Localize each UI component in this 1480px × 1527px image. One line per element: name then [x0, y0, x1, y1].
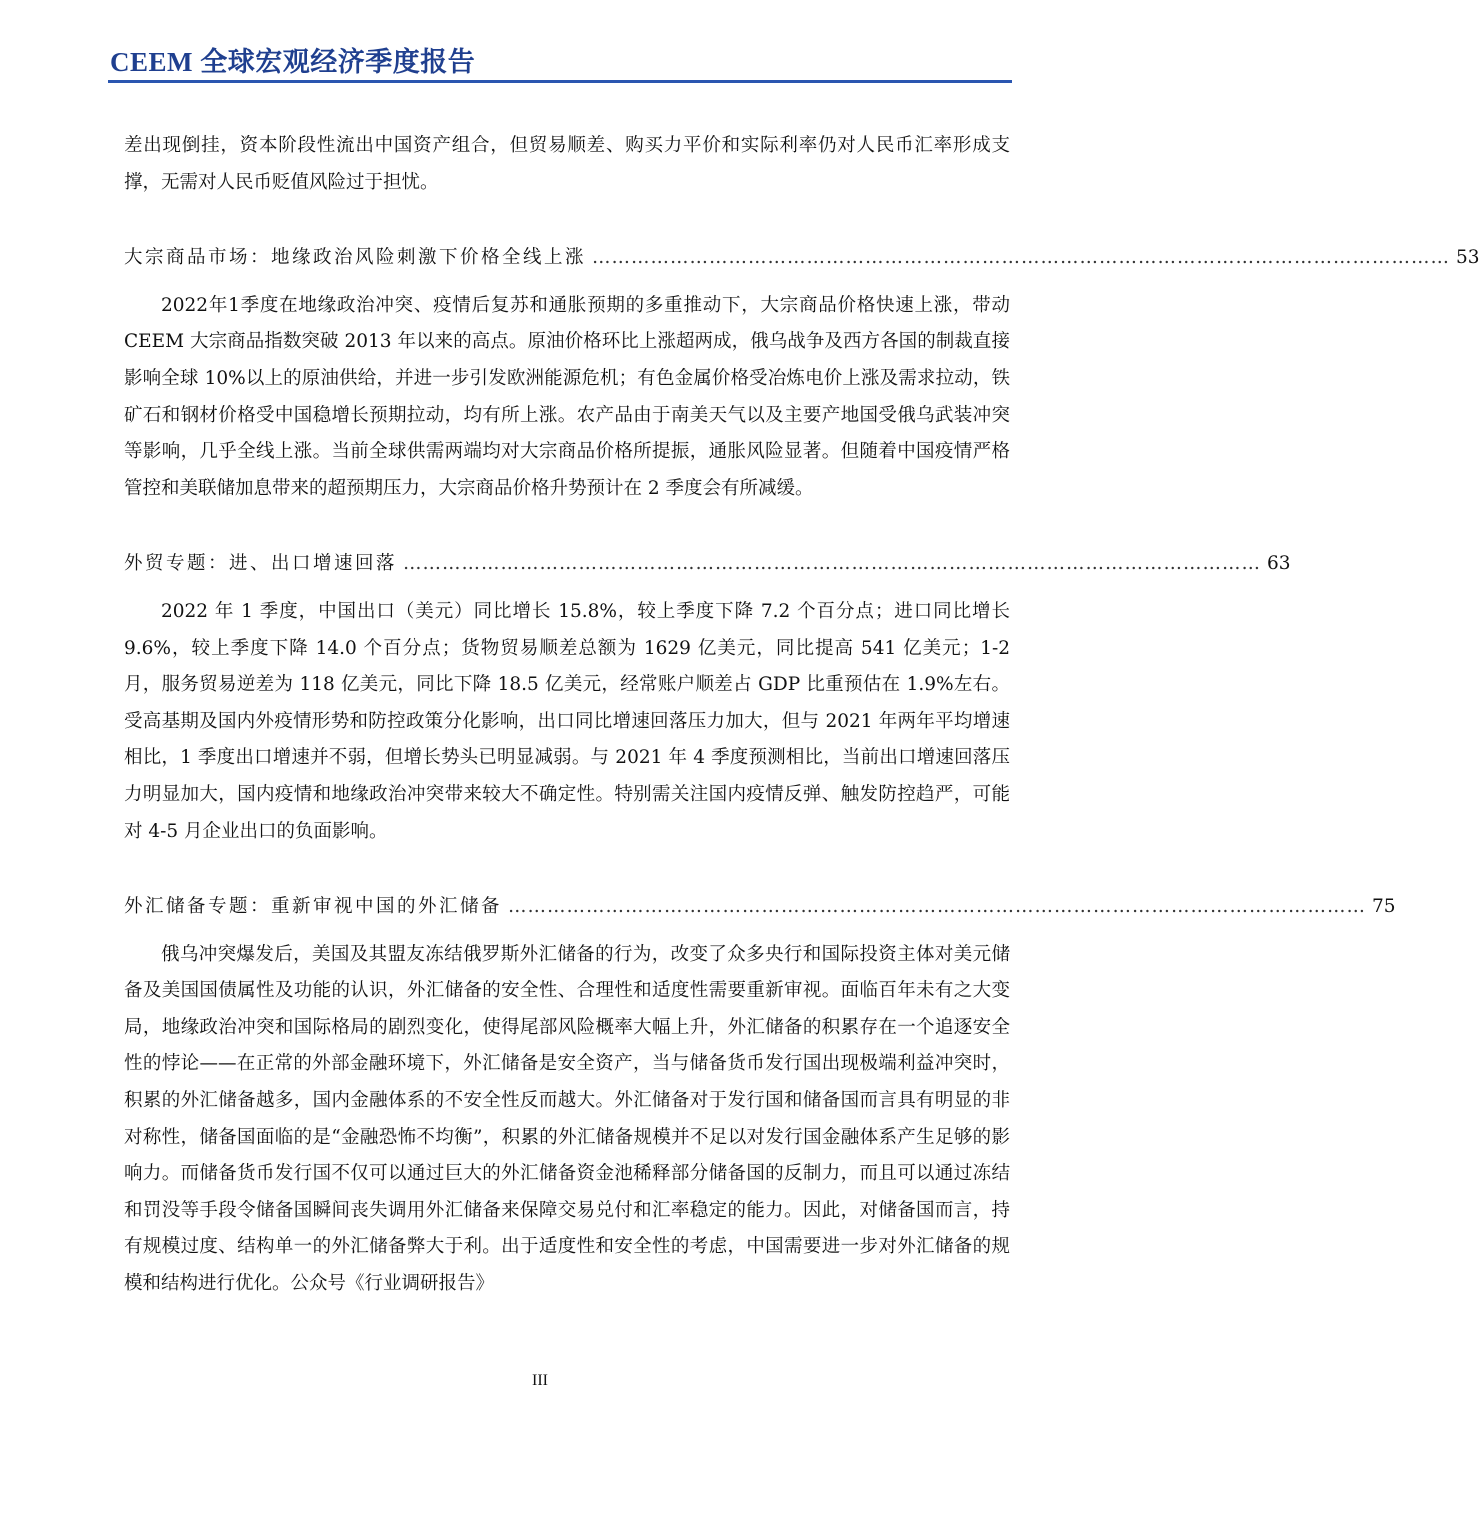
- toc-page-number: 53: [1456, 247, 1480, 269]
- section-summary-commodities: 2022年1季度在地缘政治冲突、疫情后复苏和通胀预期的多重推动下，大宗商品价格快速上涨，带动 CEEM 大宗商品指数突破 2013 年以来的高点。原油价格环比上涨超两成，俄乌战争及西方各国的制裁直接影响全球 10%以上的原油供给，并进一步引发欧洲能源危机；有色金属价格受冶炼电价上涨及需求拉动，铁矿石和钢材价格受中国稳增长预期拉动，均有所上涨。农产品由于南美天气以及主要产地国受俄乌武装冲突等影响，几乎全线上涨。当前全球供需两端均对大宗商品价格所提振，通胀风险显著。但随着中国疫情严格管控和美联储加息带来的超预期压力，大宗商品价格升势预计在 2 季度会有所减缓。: [124, 294, 1010, 499]
- toc-entry-commodities[interactable]: [124, 240, 1480, 277]
- intro-paragraph: 差出现倒挂，资本阶段性流出中国资产组合，但贸易顺差、购买力平价和实际利率仍对人民币汇率形成支撑，无需对人民币贬值风险过于担忧。: [124, 135, 1010, 193]
- toc-leader: ……………………………………………………………………………………………………………………: [508, 896, 1367, 918]
- page-number: III: [532, 1372, 548, 1389]
- toc-title: 外贸专题：进、出口增速回落: [124, 553, 398, 575]
- section-summary-fx-reserves: 俄乌冲突爆发后，美国及其盟友冻结俄罗斯外汇储备的行为，改变了众多央行和国际投资主体对美元储备及美国国债属性及功能的认识，外汇储备的安全性、合理性和适度性需要重新审视。面临百年未有之大变局，地缘政治冲突和国际格局的剧烈变化，使得尾部风险概率大幅上升，外汇储备的积累存在一个追逐安全性的悖论——在正常的外部金融环境下，外汇储备是安全资产，当与储备货币发行国出现极端利益冲突时，积累的外汇储备越多，国内金融体系的不安全性反而越大。外汇储备对于发行国和储备国而言具有明显的非对称性，储备国面临的是“金融恐怖不均衡”，积累的外汇储备规模并不足以对发行国金融体系产生足够的影响力。而储备货币发行国不仅可以通过巨大的外汇储备资金池稀释部分储备国的反制力，而且可以通过冻结和罚没等手段令储备国瞬间丧失调用外汇储备来保障交易兑付和汇率稳定的能力。因此，对储备国而言，持有规模过度、结构单一的外汇储备弊大于利。出于适度性和安全性的考虑，中国需要进一步对外汇储备的规模和结构进行优化。公众号《行业调研报告》: [124, 943, 1010, 1295]
- toc-leader: ……………………………………………………………………………………………………………………: [403, 553, 1262, 575]
- toc-title: 外汇储备专题：重新审视中国的外汇储备: [124, 896, 503, 918]
- toc-page-number: 63: [1267, 553, 1291, 575]
- toc-entry-fx-reserves[interactable]: [124, 889, 1396, 926]
- page-content: [124, 128, 1480, 1303]
- toc-page-number: 75: [1372, 896, 1396, 918]
- toc-title: 大宗商品市场：地缘政治风险刺激下价格全线上涨: [124, 247, 587, 269]
- toc-leader: ……………………………………………………………………………………………………………………: [592, 247, 1451, 269]
- toc-entry-foreign-trade[interactable]: [124, 546, 1291, 583]
- section-summary-foreign-trade: 2022 年 1 季度，中国出口（美元）同比增长 15.8%，较上季度下降 7.2 个百分点；进口同比增长 9.6%，较上季度下降 14.0 个百分点；货物贸易顺差总额为 1629 亿美元，同比提高 541 亿美元；1-2 月，服务贸易逆差为 118 亿美元，同比下降 18.5 亿美元，经常账户顺差占 GDP 比重预估在 1.9%左右。受高基期及国内外疫情形势和防控政策分化影响，出口同比增速回落压力加大，但与 2021 年两年平均增速相比，1 季度出口增速并不弱，但增长势头已明显减弱。与 2021 年 4 季度预测相比，当前出口增速回落压力明显加大，国内疫情和地缘政治冲突带来较大不确定性。特别需关注国内疫情反弹、触发防控趋严，可能对 4-5 月企业出口的负面影响。: [124, 600, 1010, 842]
- header-divider: [108, 80, 1012, 83]
- report-header-title: CEEM 全球宏观经济季度报告: [110, 47, 476, 77]
